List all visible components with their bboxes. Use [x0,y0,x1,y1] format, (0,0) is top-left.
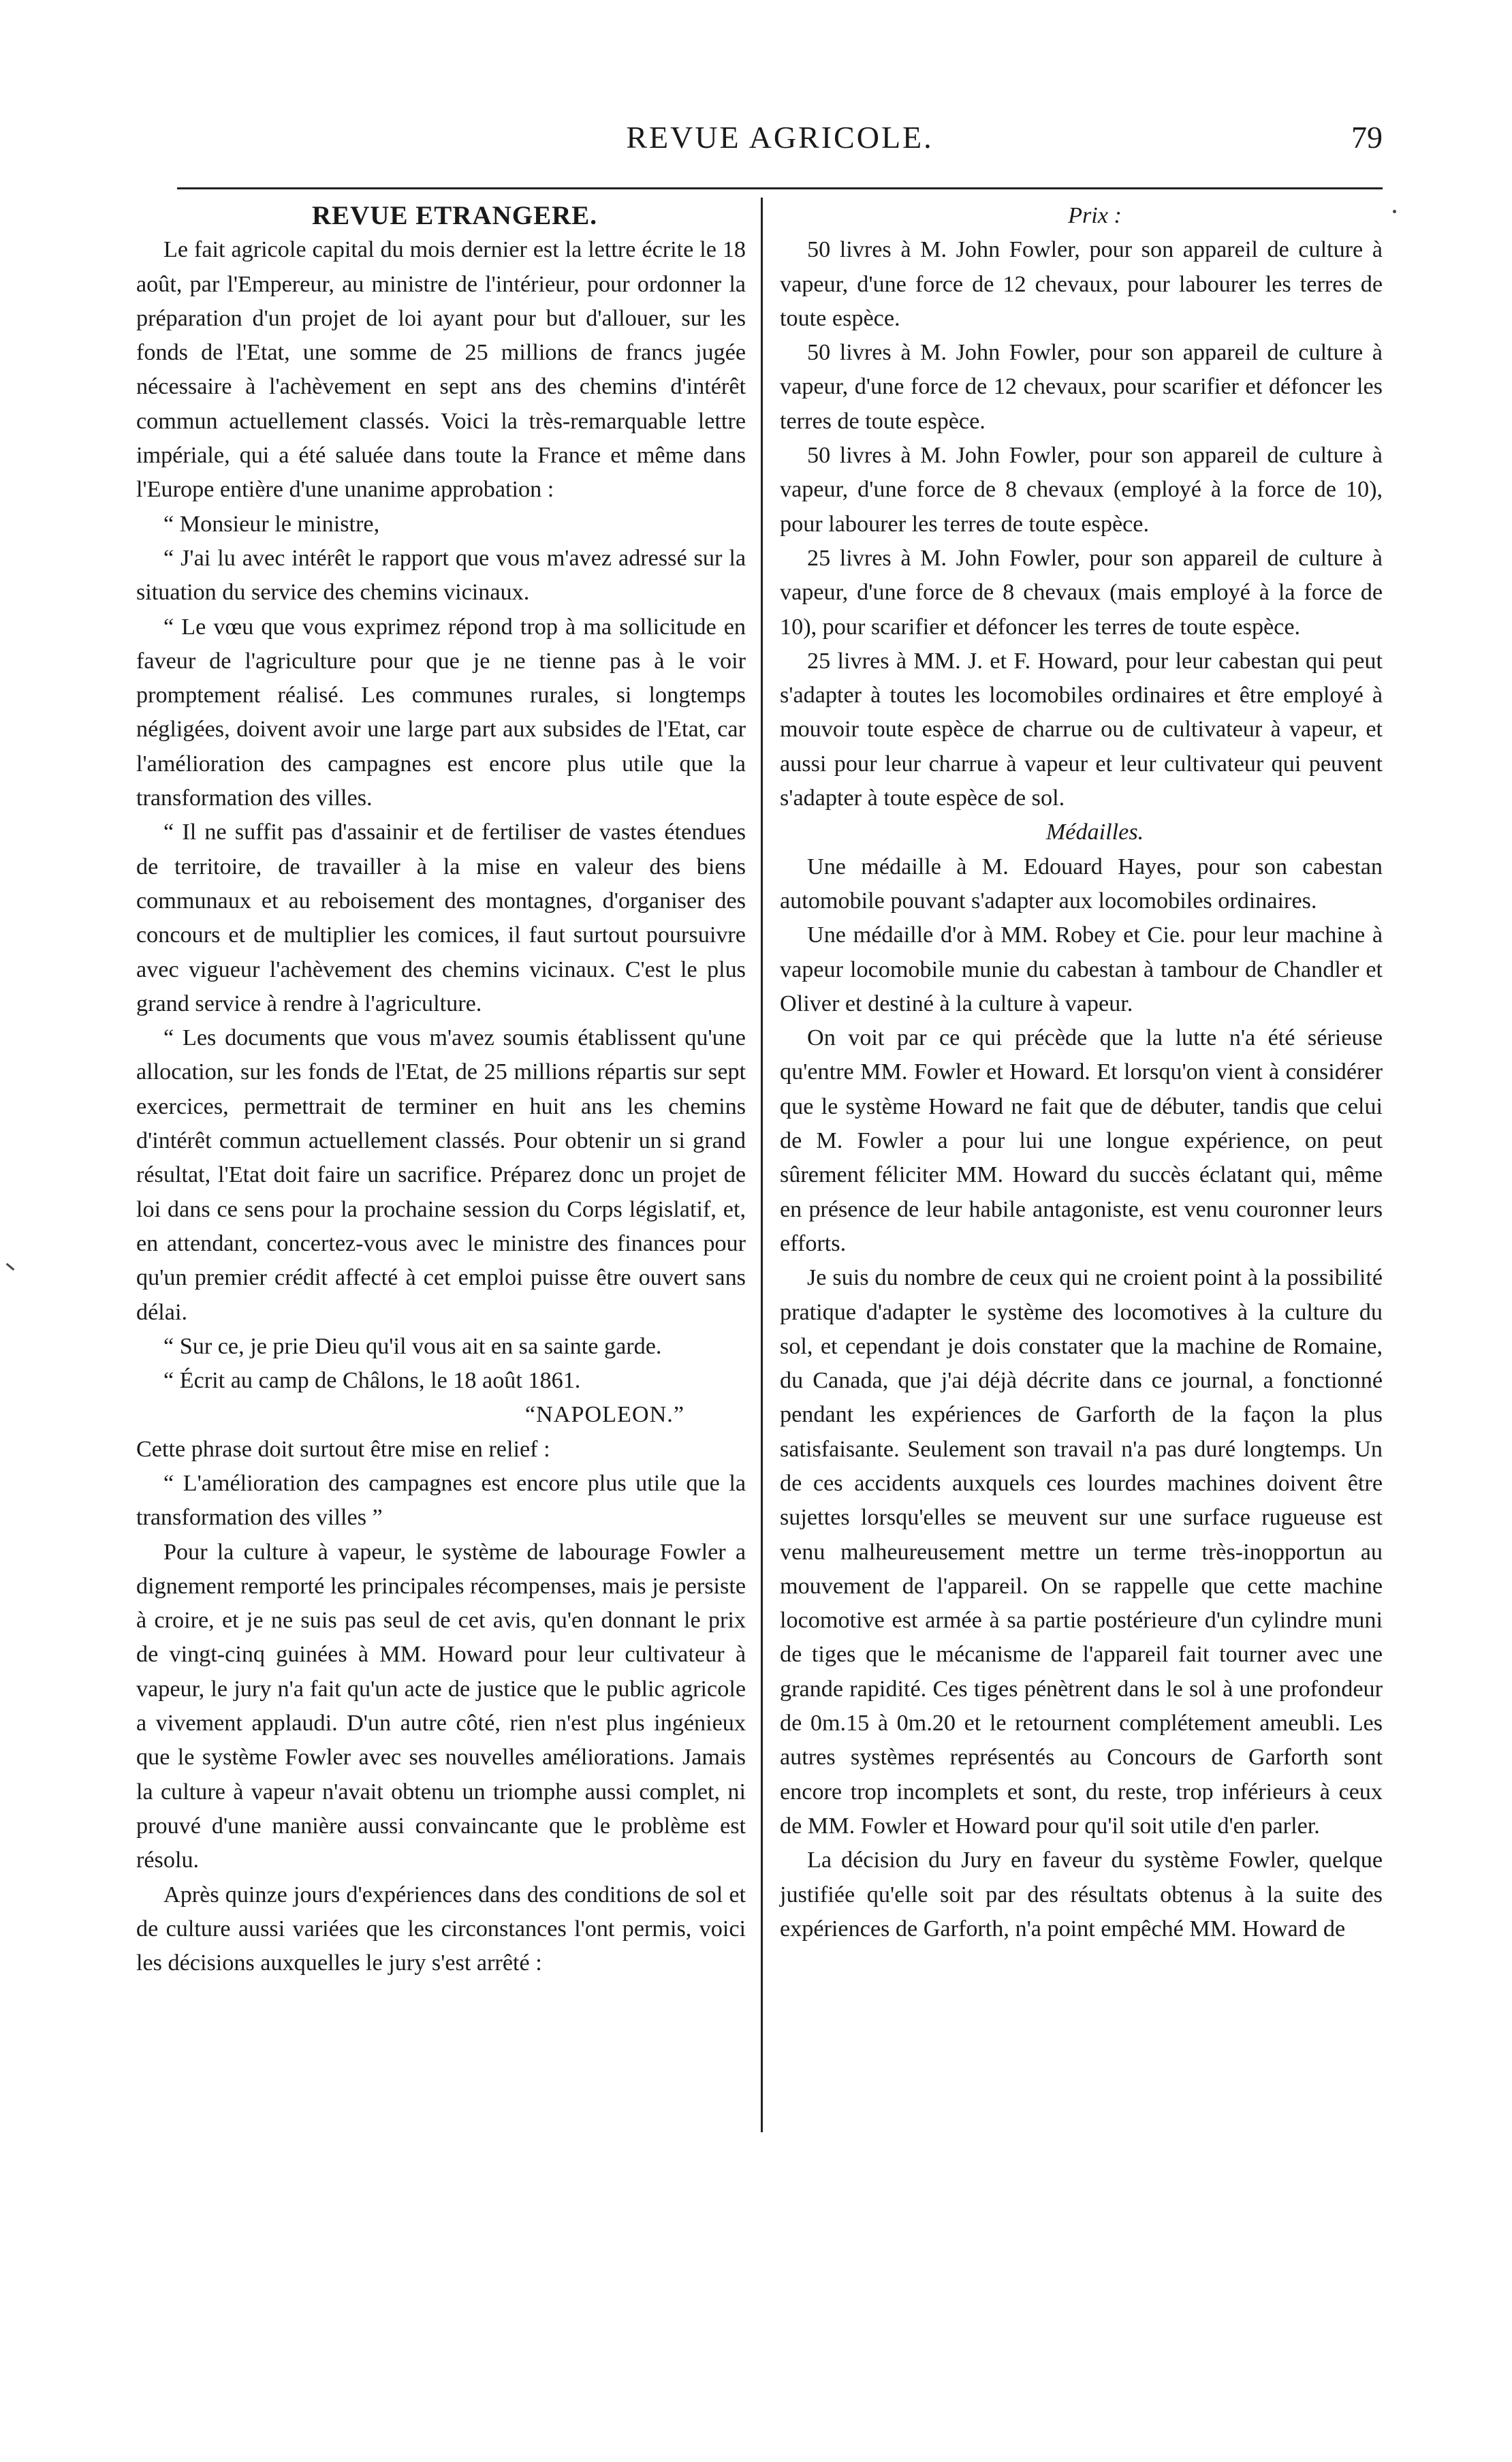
left-column [136,199,746,1980]
prix-heading: Prix : [1068,203,1122,228]
medaille-item: Une médaille à M. Edouard Hayes, pour son cabestan automobile pouvant s'adapter aux locomobiles ordinaires. [780,854,1383,914]
column-divider [761,198,763,2132]
running-title: REVUE AGRICOLE. [626,120,934,155]
right-column [780,199,1383,1946]
section-title: REVUE ETRANGERE. [311,201,598,230]
paragraph: Je suis du nombre de ceux qui ne croient point à la possibilité pratique d'adapter le système des locomotives à la culture du sol, et cependant je dois constater que la machine de Romaine, du Canada, que j'ai déjà décrite dans ce journal, a fonctionné pendant les expériences de Garforth de la façon la plus satisfaisante. Seulement son travail n'a pas duré longtemps. Un de ces accidents auxquels ces lourdes machines doivent être sujettes lorsqu'elles se meuvent sur une surface rugueuse est venu malheureusement mettre un terme très-inopportun au mouvement de l'appareil. On se rappelle que cette machine locomotive est armée à sa partie postérieure d'un cylindre muni de tiges que le mécanisme de l'appareil fait tourner avec une grande rapidité. Ces tiges pénètrent dans le sol à une profondeur de 0m.15 à 0m.20 et le retournent complétement ameubli. Les autres systèmes représentés au Concours de Garforth sont encore trop incomplets et sont, du reste, trop inférieurs à ceux de MM. Fowler et Howard pour qu'il soit utile d'en parler. [780,1265,1383,1839]
header-rule [177,187,1383,189]
margin-mark [6,1263,15,1271]
paragraph: Le fait agricole capital du mois dernier est la lettre écrite le 18 août, par l'Empereur, au ministre de l'intérieur, pour ordonner la préparation d'un projet de loi ayant pour but d'allouer, sur les fonds de l'Etat, une somme de 25 millions de francs jugée nécessaire à l'achèvement en sept ans des chemins d'intérêt commun actuellement classés. Voici la très-remarquable lettre impériale, qui a été saluée dans toute la France et même dans l'Europe entière d'une unanime approbation : [136,237,746,503]
paragraph: “ Les documents que vous m'avez soumis établissent qu'une allocation, sur les fonds de l'Etat, de 25 millions répartis sur sept exercices, permettrait de terminer en huit ans les chemins d'intérêt commun actuellement classés. Pour obtenir un si grand résultat, l'Etat doit faire un sacrifice. Préparez donc un projet de loi dans ce sens pour la prochaine session du Corps législatif, et, en attendant, concertez-vous avec le ministre des finances pour qu'un premier crédit affecté à cet emploi puisse être ouvert sans délai. [136,1025,746,1325]
paragraph: “ Le vœu que vous exprimez répond trop à ma sollicitude en faveur de l'agriculture pour que je ne tienne pas à le voir promptement réalisé. Les communes rurales, si longtemps négligées, doivent avoir une large part aux subsides de l'Etat, car l'amélioration des campagnes est encore plus utile que la transformation des villes. [136,614,746,811]
prix-item: 50 livres à M. John Fowler, pour son appareil de culture à vapeur, d'une force de 12 chevaux, pour scarifier et défoncer les terres de toute espèce. [780,340,1383,434]
paragraph: “ Écrit au camp de Châlons, le 18 août 1861. [163,1368,581,1394]
paragraph: “ Monsieur le ministre, [163,511,380,537]
signature: “NAPOLEON.” [524,1402,684,1428]
medaille-item: Une médaille d'or à MM. Robey et Cie. pour leur machine à vapeur locomobile munie du cabestan à tambour de Chandler et Oliver et destiné à la culture à vapeur. [780,922,1383,1016]
paragraph: La décision du Jury en faveur du système Fowler, quelque justifiée qu'elle soit par des résultats obtenus à la suite des expériences de Garforth, n'a point empêché MM. Howard de [780,1848,1383,1942]
paragraph: On voit par ce qui précède que la lutte n'a été sérieuse qu'entre MM. Fowler et Howard. Et lorsqu'on vient à considérer que le système Howard ne fait que de débuter, tandis que celui de M. Fowler a pour lui une longue expérience, on peut sûrement féliciter MM. Howard du succès éclatant qui, même en présence de leur habile antagoniste, est venu couronner leurs efforts. [780,1025,1383,1256]
prix-item: 25 livres à M. John Fowler, pour son appareil de culture à vapeur, d'une force de 8 chevaux (mais employé à la force de 10), pour scarifier et défoncer les terres de toute espèce. [780,545,1383,640]
prix-item: 50 livres à M. John Fowler, pour son appareil de culture à vapeur, d'une force de 12 chevaux, pour labourer les terres de toute espèce. [780,237,1383,331]
page-number: 79 [1351,120,1383,155]
paragraph: Pour la culture à vapeur, le système de labourage Fowler a dignement remporté les principales récompenses, mais je persiste à croire, et je ne suis pas seul de cet avis, qu'en donnant le prix de vingt-cinq guinées à MM. Howard pour leur cultivateur à vapeur, le jury n'a fait qu'un acte de justice que le public agricole a vivement applaudi. D'un autre côté, rien n'est plus ingénieux que le système Fowler avec ses nouvelles améliorations. Jamais la culture à vapeur n'avait obtenu un triomphe aussi complet, ni prouvé d'une manière aussi convaincante que le problème est résolu. [136,1539,746,1873]
prix-item: 25 livres à MM. J. et F. Howard, pour leur cabestan qui peut s'adapter à toutes les locomobiles ordinaires et être employé à mouvoir toute espèce de charrue ou de cultivateur à vapeur, et aussi pour leur charrue à vapeur et leur cultivateur qui peuvent s'adapter à toute espèce de sol. [780,648,1383,811]
quotation: “ L'amélioration des campagnes est encore plus utile que la transformation des villes ” [136,1470,746,1531]
margin-dot [1393,210,1396,213]
medailles-heading: Médailles. [1045,820,1144,845]
paragraph: “ Sur ce, je prie Dieu qu'il vous ait en sa sainte garde. [163,1333,662,1359]
paragraph: Après quinze jours d'expériences dans des conditions de sol et de culture aussi variées que les circonstances l'ont permis, voici les décisions auxquelles le jury s'est arrêté : [136,1882,746,1976]
prix-item: 50 livres à M. John Fowler, pour son appareil de culture à vapeur, d'une force de 8 chevaux (employé à la force de 10), pour labourer les terres de toute espèce. [780,443,1383,537]
paragraph: Cette phrase doit surtout être mise en relief : [136,1436,550,1462]
paragraph: “ Il ne suffit pas d'assainir et de fertiliser de vastes étendues de territoire, de travailler à la mise en valeur des biens communaux et au reboisement des montagnes, d'organiser des concours et de multiplier les comices, il faut surtout poursuivre avec vigueur l'achèvement des chemins vicinaux. C'est le plus grand service à rendre à l'agriculture. [136,820,746,1016]
paragraph: “ J'ai lu avec intérêt le rapport que vous m'avez adressé sur la situation du service des chemins vicinaux. [136,545,746,606]
running-head [177,119,1383,167]
